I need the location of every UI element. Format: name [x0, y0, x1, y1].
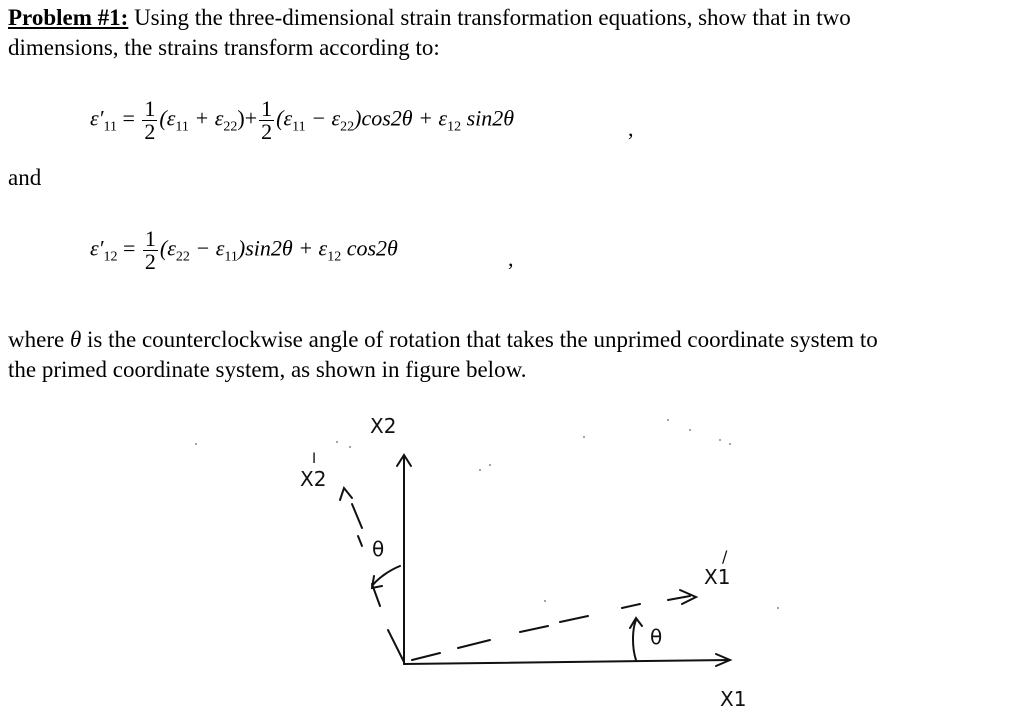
- x2-label: X2: [370, 414, 397, 438]
- intro-text-1: Using the three-dimensional strain transformation equations, show that in two: [128, 5, 851, 30]
- eq1-lhs-sub: 11: [103, 119, 117, 135]
- eq1-term1-close: )+: [237, 105, 258, 131]
- eq2-s3: 12: [327, 249, 342, 265]
- eq2-comma: ,: [508, 246, 514, 271]
- eq1-lhs: ε′: [90, 105, 104, 131]
- x1-prime-mark: /: [722, 547, 728, 566]
- and-word: and: [8, 165, 42, 190]
- eq2-minus: − ε: [189, 235, 225, 261]
- eq2-s2: 11: [224, 249, 238, 265]
- x1-prime-label: X1: [704, 565, 731, 589]
- eq2-mid: )sin2θ + ε: [237, 235, 328, 261]
- eq1-term2-close: )cos2θ + ε: [354, 105, 448, 131]
- theta-lower-label: θ: [650, 625, 663, 649]
- eq2-tail: cos2θ: [341, 235, 398, 261]
- eq1-frac-b-den: 2: [261, 119, 273, 144]
- eq1-equals: =: [116, 105, 141, 131]
- theta-upper-tick: [358, 536, 362, 546]
- eq1-t3s: 12: [447, 119, 462, 135]
- eq1-term2-open: (ε: [276, 105, 293, 131]
- theta-upper-label: θ: [372, 537, 385, 561]
- eq2-s1: 22: [175, 249, 190, 265]
- where-theta: θ: [69, 327, 82, 352]
- eq1-t1s1: 11: [175, 119, 189, 135]
- x2-prime-label: X2: [300, 467, 327, 491]
- eq1-frac-a-den: 2: [144, 119, 156, 144]
- eq2-lhs-sub: 12: [103, 249, 118, 265]
- x1-prime-axis: [412, 596, 690, 660]
- eq1-t2s2: 22: [340, 119, 355, 135]
- eq2-frac-num: 1: [144, 226, 156, 251]
- where-post: is the counterclockwise angle of rotation that takes the unprimed coordinate system to: [81, 327, 878, 352]
- eq2-frac-den: 2: [144, 249, 156, 274]
- x2-prime-axis: [352, 504, 404, 662]
- eq1-minus: − ε: [305, 105, 341, 131]
- eq1-plus: + ε: [188, 105, 224, 131]
- eq1-comma: ,: [628, 116, 634, 141]
- eq1-frac-a-num: 1: [144, 96, 156, 121]
- eq1-t2s1: 11: [292, 119, 306, 135]
- where-pre: where: [8, 327, 70, 352]
- x1-label: X1: [720, 687, 747, 711]
- x2-prime-mark: I: [312, 451, 317, 467]
- eq2-equals: =: [117, 235, 141, 261]
- eq2-lhs: ε′: [90, 235, 104, 261]
- theta-lower-arc: [633, 620, 636, 660]
- x2-prime-arrowhead: [340, 488, 352, 500]
- problem-label: Problem #1:: [8, 5, 129, 30]
- last-line: the primed coordinate system, as shown in figure below.: [8, 357, 527, 382]
- eq1-tail: sin2θ: [461, 105, 515, 131]
- eq2-open: (ε: [159, 235, 176, 261]
- eq1-t1s2: 22: [223, 119, 238, 135]
- theta-upper-arc: [372, 566, 400, 586]
- problem-intro-line2: dimensions, the strains transform according to:: [8, 35, 440, 60]
- eq1-term1: (ε: [159, 105, 176, 131]
- stray-dots: [195, 419, 779, 609]
- x1-axis: [404, 660, 730, 664]
- eq1-frac-b-num: 1: [261, 96, 273, 121]
